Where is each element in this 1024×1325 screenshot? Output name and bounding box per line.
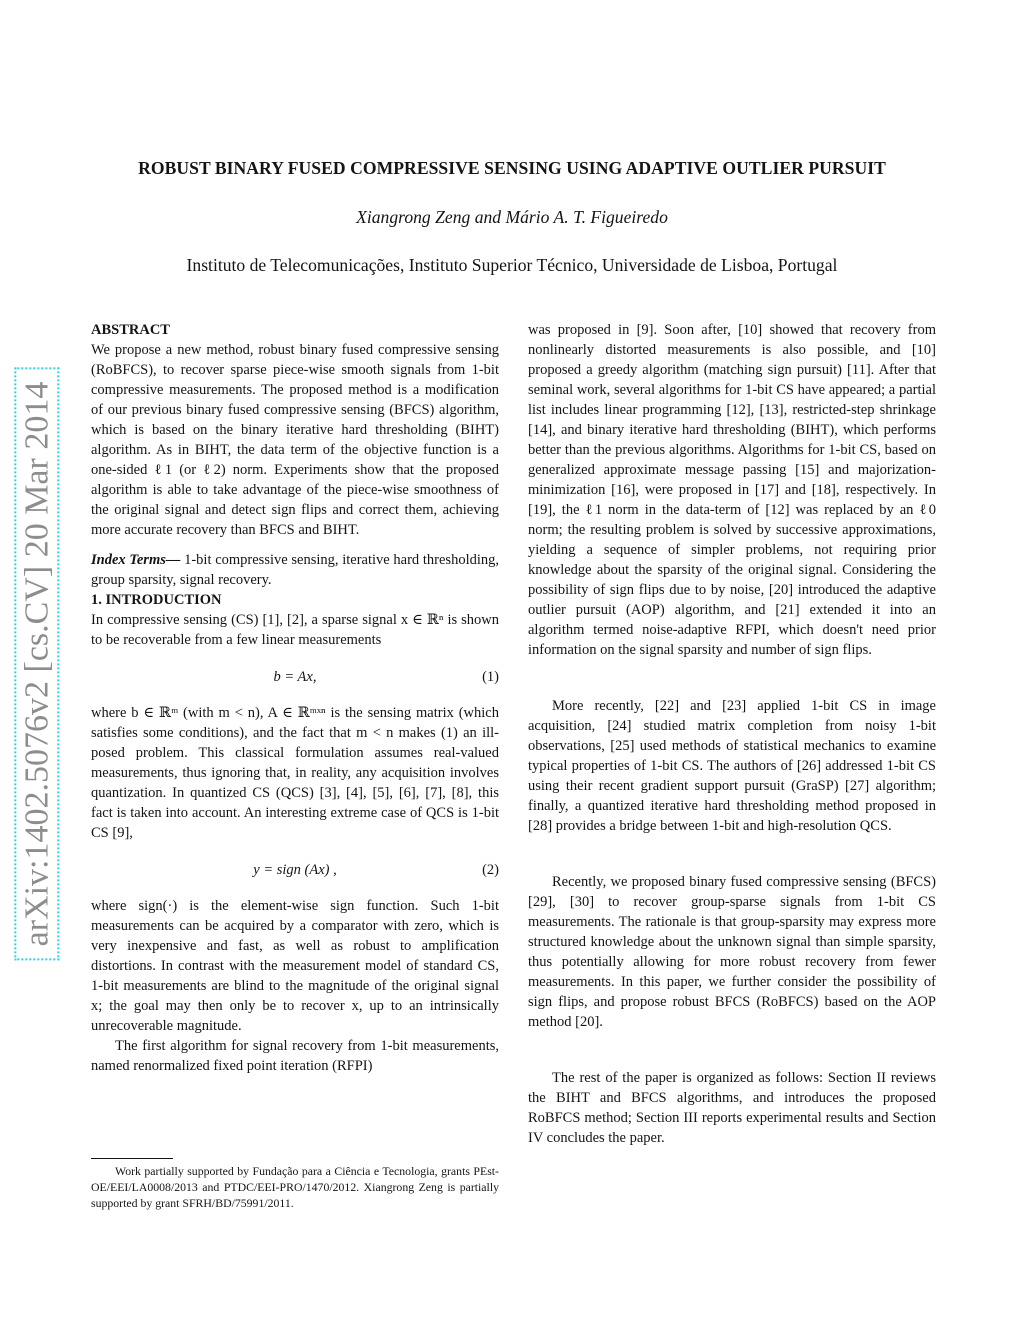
equation-1-number: (1) <box>482 669 499 685</box>
intro-paragraph-4: The first algorithm for signal recovery from 1-bit measurements, named renormalized fixed point iteration (RFPI) <box>91 1038 499 1074</box>
affiliation: Instituto de Telecomunicações, Instituto Superior Técnico, Universidade de Lisboa, Portugal <box>186 255 838 275</box>
right-paragraph-3: Recently, we proposed binary fused compressive sensing (BFCS) [29], [30] to recover group-sparse signals from 1-bit CS measurements. The rationale is that group-sparsity may express more structured knowledge about the unknown signal than simple sparsity, thus potentially allowing for more robust recovery from fewer measurements. In this paper, we further consider the possibility of sign flips, and propose robust BFCS (RoBFCS) based on the AOP method [20]. <box>528 874 936 1030</box>
author-list: Xiangrong Zeng and Mário A. T. Figueiredo <box>356 207 668 227</box>
equation-2-number: (2) <box>482 862 499 878</box>
equation-1-body: b = Ax, <box>273 669 317 685</box>
intro-paragraph-3: where sign(·) is the element-wise sign function. Such 1-bit measurements can be acquired by a comparator with zero, which is very inexpensive and fast, as well as robust to amplification distortions. In contrast with the measurement model of standard CS, 1-bit measurements are blind to the magnitude of the original signal x; the goal may then only be to recover x, up to an intrinsically unrecoverable magnitude. <box>91 898 499 1034</box>
footnote-rule <box>91 1158 173 1159</box>
intro-paragraph-2: where b ∈ ℝᵐ (with m < n), A ∈ ℝᵐˣⁿ is the sensing matrix (which satisfies some conditions), and the fact that m < n makes (1) an ill-posed problem. This classical formulation assumes real-valued measurements, thus ignoring that, in reality, any acquisition involves quantization. In quantized CS (QCS) [3], [4], [5], [6], [7], [8], this fact is taken into account. An interesting extreme case of QCS is 1-bit CS [9], <box>91 705 499 841</box>
left-column <box>91 320 499 1076</box>
arxiv-watermark[interactable]: arXiv:1402.5076v2 [cs.CV] 20 Mar 2014 <box>14 368 59 961</box>
index-terms-label: Index Terms— <box>91 552 181 568</box>
index-terms <box>91 550 499 590</box>
abstract-heading: ABSTRACT <box>91 322 170 338</box>
right-column <box>528 320 936 1148</box>
equation-2 <box>91 860 499 880</box>
abstract-text: We propose a new method, robust binary fused compressive sensing (RoBFCS), to recover sparse piece-wise smooth signals from 1-bit compressive measurements. The proposed method is a modification of our previous binary fused compressive sensing (BFCS) algorithm, which is based on the binary iterative hard thresholding (BIHT) algorithm. As in BIHT, the data term of the objective function is a one-sided ℓ1 (or ℓ2) norm. Experiments show that the proposed algorithm is able to take advantage of the piece-wise smoothness of the original signal and detect sign flips and correct them, achieving more accurate recovery than BFCS and BIHT. <box>91 342 499 538</box>
intro-paragraph-1: In compressive sensing (CS) [1], [2], a sparse signal x ∈ ℝⁿ is shown to be recoverable from a few linear measurements <box>91 612 499 648</box>
footnote: Work partially supported by Fundação para a Ciência e Tecnologia, grants PEst-OE/EEI/LA0008/2013 and PTDC/EEI-PRO/1470/2012. Xiangrong Zeng is partially supported by grant SFRH/BD/75991/2011. <box>91 1164 499 1210</box>
section-heading-introduction: 1. INTRODUCTION <box>91 592 222 608</box>
paragraph-spacer <box>528 836 936 872</box>
right-paragraph-2: More recently, [22] and [23] applied 1-bit CS in image acquisition, [24] studied matrix completion from noisy 1-bit observations, [25] used methods of statistical mechanics to examine typical properties of 1-bit CS. The authors of [26] addressed 1-bit CS using their recent gradient support pursuit (GraSP) [27] algorithm; finally, a quantized iterative hard thresholding method proposed in [28] provides a bridge between 1-bit and high-resolution QCS. <box>528 698 936 834</box>
right-paragraph-1: was proposed in [9]. Soon after, [10] showed that recovery from nonlinearly distorted measurements is also possible, and [10] proposed a greedy algorithm (matching sign pursuit) [11]. After that seminal work, several algorithms for 1-bit CS have appeared; a partial list includes linear programming [12], [13], restricted-step shrinkage [14], and binary iterative hard thresholding (BIHT), which performs better than the previous algorithms. Algorithms for 1-bit CS, based on generalized approximate message passing [15] and majorization-minimization [16], were proposed in [17] and [18], respectively. In [19], the ℓ1 norm in the data-term of [12] was replaced by an ℓ0 norm; the resulting problem is solved by successive approximations, yielding a sequence of simpler problems, not requiring prior knowledge about the sparsity of the original signal. Considering the possibility of sign flips due to by noise, [20] introduced the adaptive outlier pursuit (AOP) algorithm, and [21] extended it into an algorithm termed noise-adaptive RFPI, which doesn't need prior information on the signal sparsity and number of sign flips. <box>528 322 936 658</box>
right-paragraph-4: The rest of the paper is organized as follows: Section II reviews the BIHT and BFCS algorithms, and introduces the proposed RoBFCS method; Section III reports experimental results and Section IV concludes the paper. <box>528 1070 936 1146</box>
paper-title: ROBUST BINARY FUSED COMPRESSIVE SENSING USING ADAPTIVE OUTLIER PURSUIT <box>138 158 886 178</box>
index-terms-text: 1-bit compressive sensing, iterative hard thresholding, group sparsity, signal recovery. <box>91 552 500 588</box>
equation-1 <box>91 667 499 687</box>
paragraph-spacer <box>528 1032 936 1068</box>
equation-2-body: y = sign (Ax) , <box>253 862 337 878</box>
paragraph-spacer <box>528 660 936 696</box>
